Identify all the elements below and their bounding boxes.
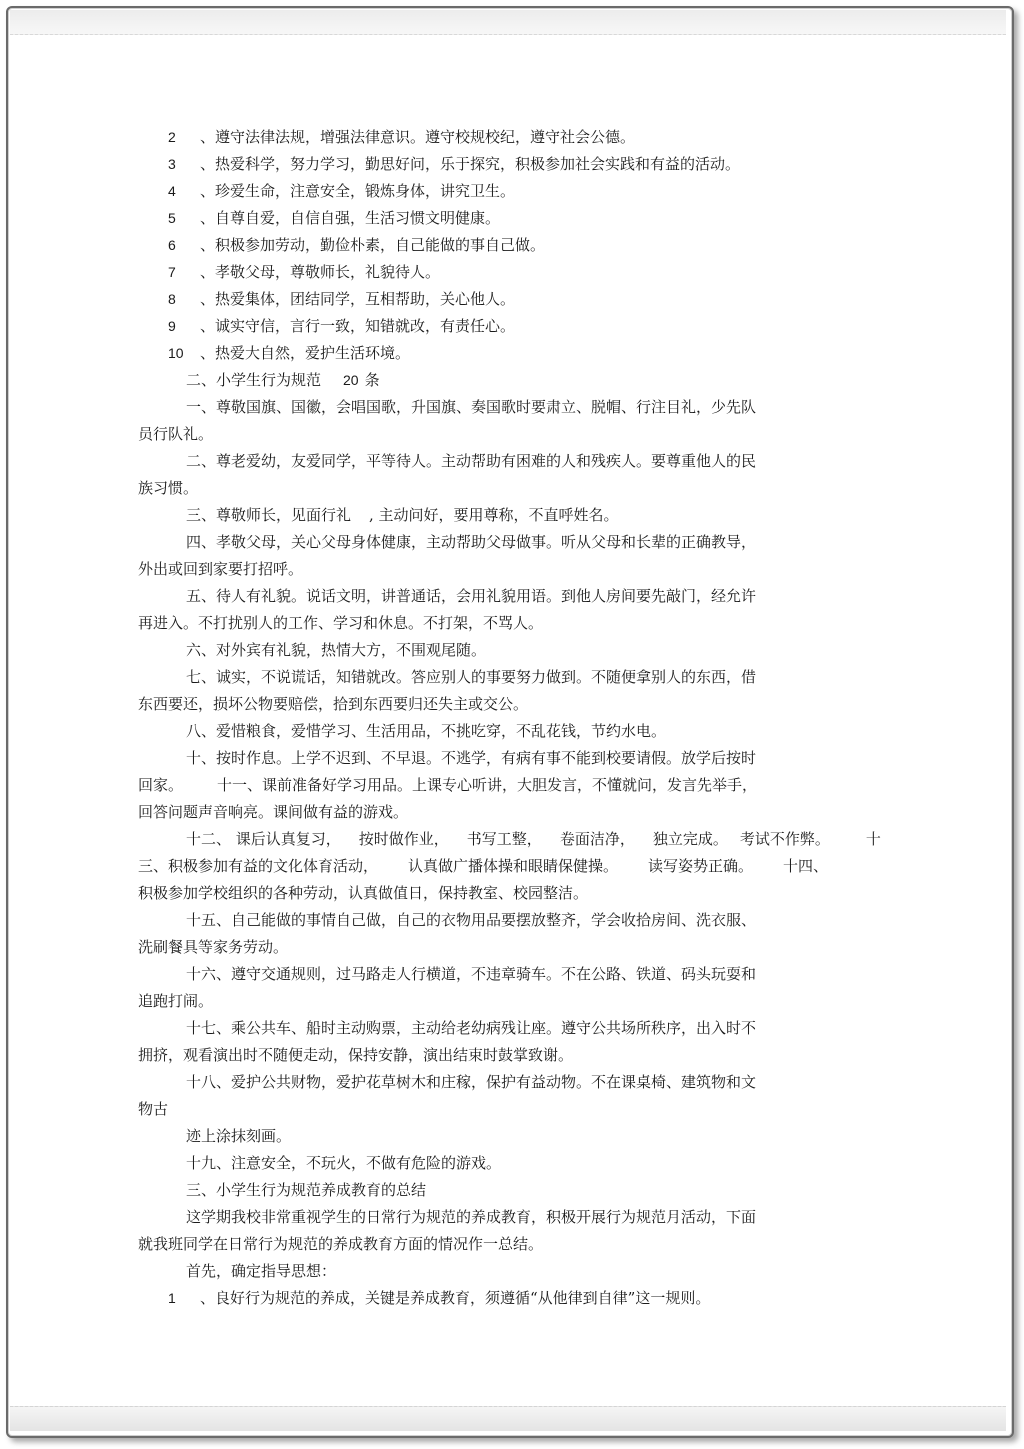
rule-line: 五、待人有礼貌。说话文明，讲普通话，会用礼貌用语。到他人房间要先敲门，经允许 xyxy=(186,587,757,605)
list-item: 7 、孝敬父母，尊敬师长，礼貌待人。 xyxy=(168,263,441,281)
list-item: 6 、积极参加劳动，勤俭朴素，自己能做的事自己做。 xyxy=(168,236,546,254)
list-item: 5 、自尊自爱，自信自强，生活习惯文明健康。 xyxy=(168,209,501,227)
rule-line: 三、尊敬师长，见面行礼 , 主动问好，要用尊称，不直呼姓名。 xyxy=(186,506,619,524)
rule-line: 十七、乘公共车、船时主动购票，主动给老幼病残让座。遵守公共场所秩序，出入时不 xyxy=(186,1019,757,1037)
rule-line: 十五、自己能做的事情自己做，自己的衣物用品要摆放整齐，学会收拾房间、洗衣服、 xyxy=(186,911,757,929)
rule-line: 回家。 十一、课前准备好学习用品。上课专心听讲，大胆发言，不懂就问，发言先举手， xyxy=(138,776,758,794)
section-heading: 二、小学生行为规范 20 条 xyxy=(186,371,380,389)
rule-line: 十、按时作息。上学不迟到、不早退。不逃学，有病有事不能到校要请假。放学后按时 xyxy=(186,749,757,767)
rule-line: 二、尊老爱幼，友爱同学，平等待人。主动帮助有困难的人和残疾人。要尊重他人的民 xyxy=(186,452,757,470)
rule-line: 十八、爱护公共财物，爱护花草树木和庄稼，保护有益动物。不在课桌椅、建筑物和文 xyxy=(186,1073,757,1091)
rule-line: 迹上涂抹刻画。 xyxy=(186,1127,292,1145)
rule-line: 一、尊敬国旗、国徽，会唱国歌，升国旗、奏国歌时要肃立、脱帽、行注目礼，少先队 xyxy=(186,398,757,416)
list-item: 8 、热爱集体，团结同学，互相帮助，关心他人。 xyxy=(168,290,516,308)
document-body xyxy=(138,124,881,1312)
scan-top-edge xyxy=(10,10,1006,35)
paragraph-line: 首先，确定指导思想： xyxy=(186,1262,337,1280)
rule-line: 族习惯。 xyxy=(138,479,199,497)
rule-line: 十九、注意安全，不玩火，不做有危险的游戏。 xyxy=(186,1154,502,1172)
rule-line: 四、孝敬父母，关心父母身体健康，主动帮助父母做事。听从父母和长辈的正确教导， xyxy=(186,533,757,551)
paragraph-line: 就我班同学在日常行为规范的养成教育方面的情况作一总结。 xyxy=(138,1235,544,1253)
rule-line: 物古 xyxy=(138,1100,169,1118)
scan-bottom-edge xyxy=(10,1406,1006,1431)
rule-line: 积极参加学校组织的各种劳动，认真做值日，保持教室、校园整洁。 xyxy=(138,884,589,902)
rule-line: 十六、遵守交通规则，过马路走人行横道，不违章骑车。不在公路、铁道、码头玩耍和 xyxy=(186,965,757,983)
rule-line: 七、诚实，不说谎话，知错就改。答应别人的事要努力做到。不随便拿别人的东西，借 xyxy=(186,668,757,686)
rule-line: 回答问题声音响亮。课间做有益的游戏。 xyxy=(138,803,409,821)
list-item: 10 、热爱大自然，爱护生活环境。 xyxy=(168,344,411,362)
rule-line: 拥挤，观看演出时不随便走动，保持安静，演出结束时鼓掌致谢。 xyxy=(138,1046,574,1064)
rule-line: 东西要还，损坏公物要赔偿，拾到东西要归还失主或交公。 xyxy=(138,695,529,713)
list-item: 1 、良好行为规范的养成，关键是养成教育，须遵循“从他律到自律”这一规则。 xyxy=(168,1289,711,1307)
rule-line: 八、爱惜粮食，爱惜学习、生活用品，不挑吃穿，不乱花钱，节约水电。 xyxy=(186,722,667,740)
list-item: 4 、珍爱生命，注意安全，锻炼身体，讲究卫生。 xyxy=(168,182,516,200)
list-item: 2 、遵守法律法规，增强法律意识。遵守校规校纪，遵守社会公德。 xyxy=(168,128,636,146)
rule-line: 六、对外宾有礼貌，热情大方，不围观尾随。 xyxy=(186,641,487,659)
rule-line: 外出或回到家要打招呼。 xyxy=(138,560,304,578)
rule-line: 三、积极参加有益的文化体育活动， 认真做广播体操和眼睛保健操。 读写姿势正确。 十四、 xyxy=(138,857,829,875)
rule-line: 员行队礼。 xyxy=(138,425,214,443)
rule-line: 洗刷餐具等家务劳动。 xyxy=(138,938,289,956)
rule-line: 十二、 课后认真复习， 按时做作业， 书写工整， 卷面洁净， 独立完成。 考试不作弊。 十 xyxy=(186,830,881,848)
section-heading: 三、小学生行为规范养成教育的总结 xyxy=(186,1181,427,1199)
list-item: 9 、诚实守信，言行一致，知错就改，有责任心。 xyxy=(168,317,516,335)
rule-line: 追跑打闹。 xyxy=(138,992,214,1010)
rule-line: 再进入。不打扰别人的工作、学习和休息。不打架，不骂人。 xyxy=(138,614,544,632)
paragraph-line: 这学期我校非常重视学生的日常行为规范的养成教育，积极开展行为规范月活动，下面 xyxy=(186,1208,757,1226)
list-item: 3 、热爱科学，努力学习，勤思好问，乐于探究，积极参加社会实践和有益的活动。 xyxy=(168,155,741,173)
